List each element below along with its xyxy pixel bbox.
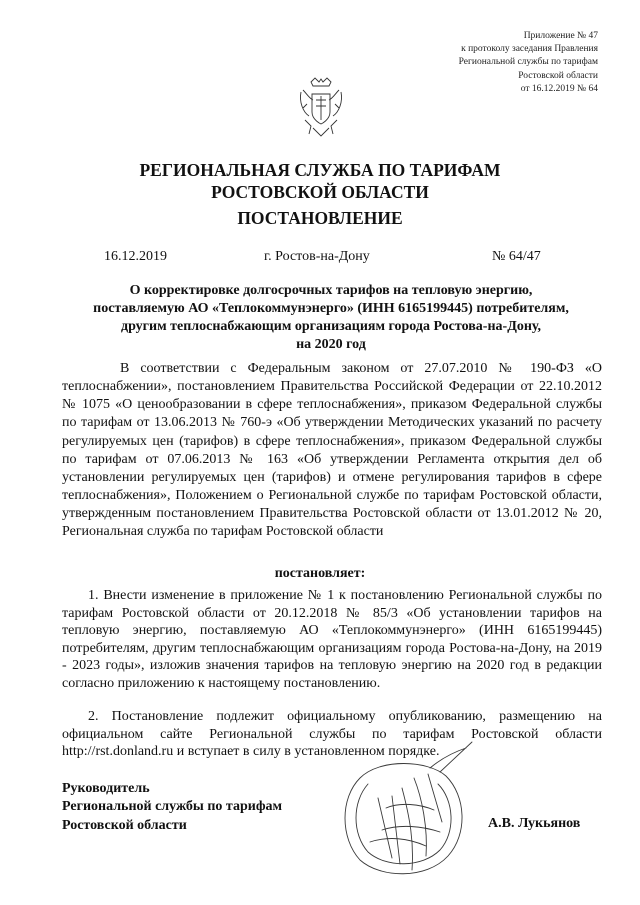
document-city: г. Ростов-на-Дону	[264, 249, 370, 264]
signer-title-line: Ростовской области	[62, 817, 187, 833]
agency-line: РОСТОВСКОЙ ОБЛАСТИ	[211, 182, 429, 202]
signer-title	[62, 780, 322, 835]
preamble-paragraph: В соответствии с Федеральным законом от 27.07.2010 № 190-ФЗ «О теплоснабжении», постановлением Правительства Российской Федерации от 22.10.2012 № 1075 «О ценообразовании в сфере теплоснабжения», приказом Федеральной службы по тарифам от 13.06.2013 № 760-э «Об утверждении Методических указаний по расчету регулируемых цен (тарифов) в сфере теплоснабжения», приказом Федеральной службы по тарифам от 07.06.2013 № 163 «Об утверждении Регламента открытия дел об установлении регулируемых цен (тарифов) и отмене регулирования тарифов в сфере теплоснабжения», Положением о Региональной службе по тарифам Ростовской области, утвержденным постановлением Правительства Ростовской области от 13.01.2012 № 20, Региональная служба по тарифам Ростовской области	[62, 361, 602, 540]
subject-line: О корректировке долгосрочных тарифов на тепловую энергию,	[129, 283, 533, 298]
signer-title-line: Руководитель	[62, 781, 150, 796]
agency-name	[60, 159, 580, 203]
document-subject	[60, 282, 602, 354]
appendix-line: Ростовской области	[518, 70, 598, 81]
resolution-item: 1. Внести изменение в приложение № 1 к постановлению Региональной службы по тарифам Ростовской области от 20.12.2018 № 85/3 «Об установлении тарифов на тепловую энергию, поставляемую АО «Теплокоммунэнерго» (ИНН 6165199445) потребителям, другим теплоснабжающим организациям города Ростова-на-Дону, на 2019 - 2023 годы», изложив значения тарифов на тепловую энергию на 2020 год в редакции согласно приложению к настоящему постановлению.	[62, 588, 602, 691]
coat-of-arms-icon	[297, 76, 345, 140]
signer-name: А.В. Лукьянов	[488, 816, 581, 831]
agency-line: РЕГИОНАЛЬНАЯ СЛУЖБА ПО ТАРИФАМ	[139, 160, 501, 180]
document-number: № 64/47	[492, 249, 541, 264]
appendix-line: Региональной службы по тарифам	[458, 57, 598, 68]
resolves-heading: постановляет:	[274, 566, 366, 581]
subject-line: поставляемую АО «Теплокоммунэнерго» (ИНН 6165199445) потребителям,	[93, 301, 569, 316]
appendix-line: Приложение № 47	[523, 31, 598, 41]
subject-line: на 2020 год	[296, 337, 366, 352]
appendix-line: к протоколу заседания Правления	[461, 44, 598, 55]
appendix-note	[348, 30, 598, 96]
handwritten-signature	[330, 738, 480, 898]
signer-title-line: Региональной службы по тарифам	[62, 799, 283, 815]
document-type-title: ПОСТАНОВЛЕНИЕ	[237, 208, 403, 228]
subject-line: другим теплоснабжающим организациям города Ростова-на-Дону,	[121, 319, 541, 334]
resolution-item: 2. Постановление подлежит официальному опубликованию, размещению на официальном сайте Региональной службы по тарифам Ростовской области http://rst.donland.ru и вступает в силу в установленном порядке.	[62, 709, 602, 760]
document-date: 16.12.2019	[104, 249, 167, 264]
appendix-line: от 16.12.2019 № 64	[520, 83, 598, 94]
